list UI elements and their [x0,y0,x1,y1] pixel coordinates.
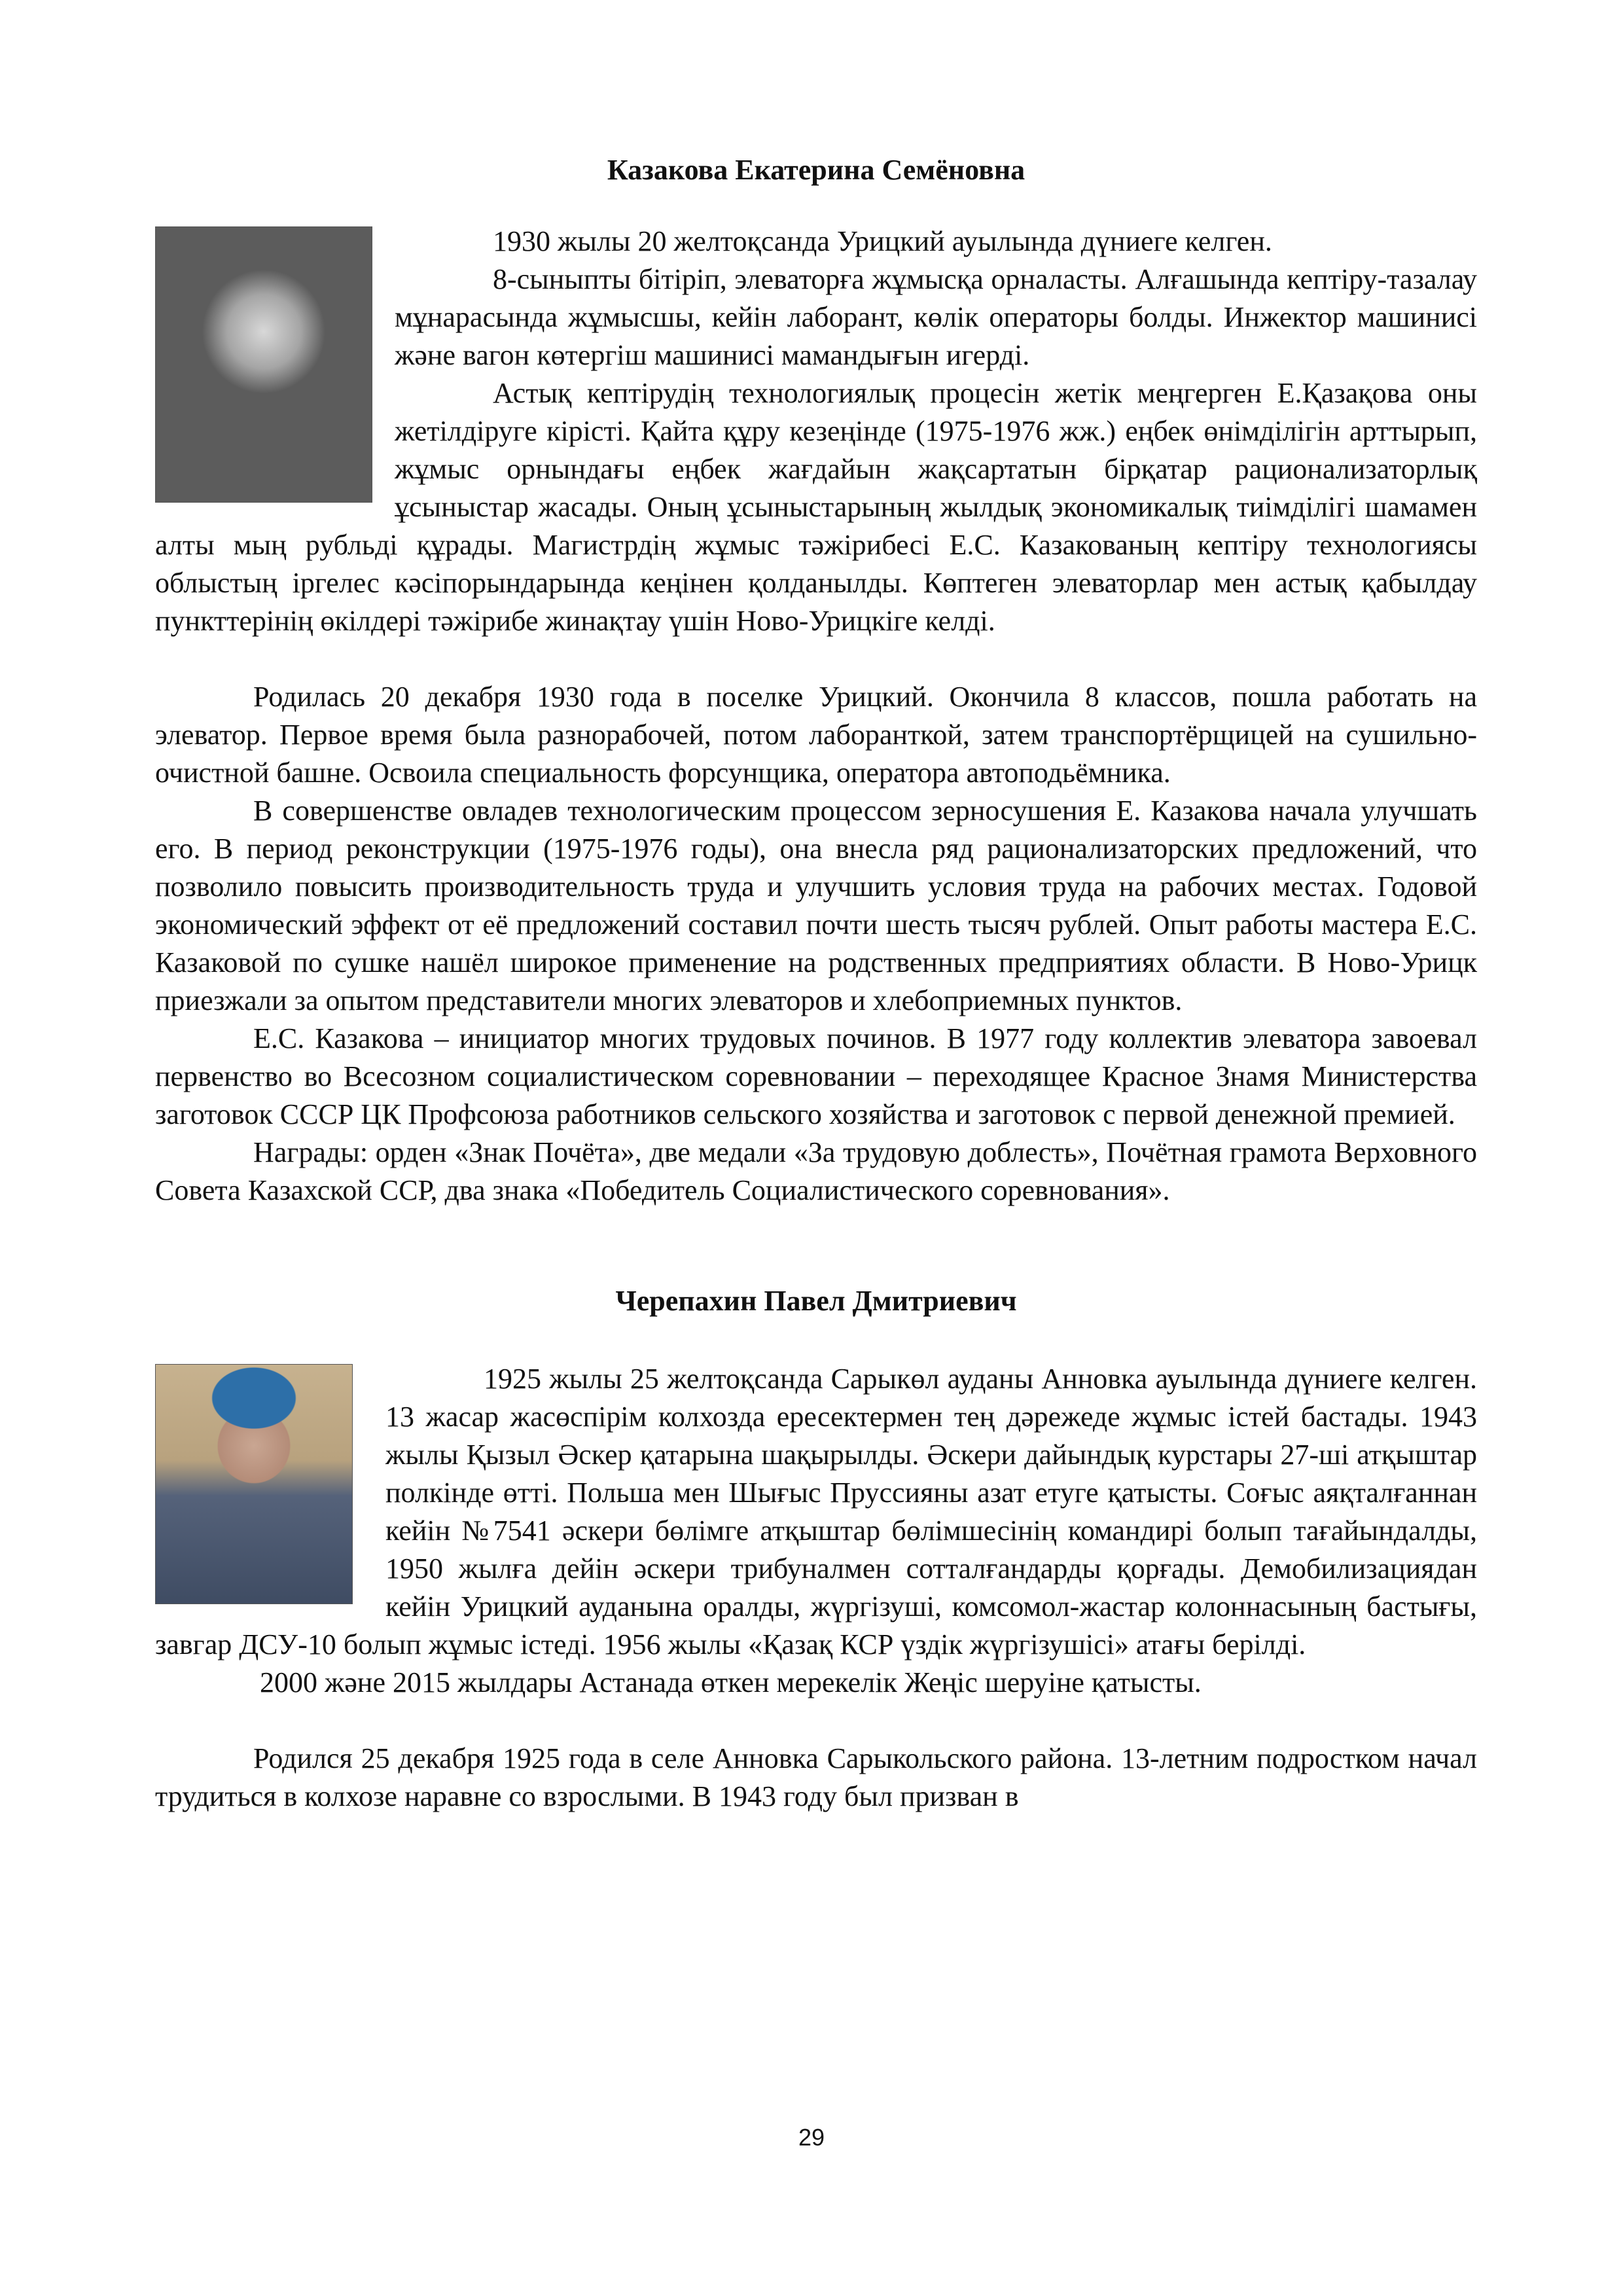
person2-kz-paragraph: 1925 жылы 25 желтоқсанда Сарыкөл ауданы Анновка ауылында дүниеге келген. 13 жасар жасөспірім колхозда ересектермен тең дәрежеде жұмыс істей бастады. 1943 жылы Қызыл Әскер қатарына шақырылды. Әскери дайындық курстары 27-ші атқыштар полкінде өтті. Польша мен Шығыс Пруссияны азат етуге қатысты. Соғыс аяқталғаннан кейін №7541 әскери бөлімге атқыштар бөлімшесінің командирі болып тағайындалды, 1950 жылға дейін әскери трибуналмен сотталғандарды қорғады. Демобилизациядан кейін Урицкий ауданына оралды, жүргізуші, комсомол-жастар колоннасының бастығы, завгар ДСУ-10 болып жұмыс істеді. 1956 жылы «Қазақ КСР үздік жүргізушісі» атағы берілді. [155,1363,1477,1660]
person2-kz-paragraph: 2000 және 2015 жылдары Астанада өткен мерекелік Жеңіс шеруіне қатысты. [260,1666,1202,1698]
page-content [155,151,1477,1816]
person1-name: Казакова Екатерина Семёновна [607,154,1026,186]
page-number: 29 [798,2124,825,2151]
person1-ru-paragraph: Е.С. Казакова – инициатор многих трудовых починов. В 1977 году коллектив элеватора завоевал первенство во Всесозном социалистическом соревновании – переходящее Красное Знамя Министерства заготовок СССР ЦК Профсоюза работников сельского хозяйства и заготовок с первой денежной премией. [155,1022,1477,1130]
person1-kz-paragraph: 1930 жылы 20 желтоқсанда Урицкий ауылында дүниеге келген. [493,225,1272,257]
person1-ru-paragraph: Родилась 20 декабря 1930 года в поселке Урицкий. Окончила 8 классов, пошла работать на элеватор. Первое время была разнорабочей, потом лаборанткой, затем транспортёрщицей на сушильно-очистной башне. Освоила специальность форсунщика, оператора автоподьёмника. [155,681,1477,789]
person2-name: Черепахин Павел Дмитриевич [615,1285,1017,1317]
person2-photo [155,1364,353,1604]
person1-ru-paragraph: В совершенстве овладев технологическим процессом зерносушения Е. Казакова начала улучшать его. В период реконструкции (1975-1976 годы), она внесла ряд рационализаторских предложений, что позволило повысить производительность труда и улучшить условия труда на рабочих местах. Годовой экономический эффект от её предложений составил почти шесть тысяч рублей. Опыт работы мастера Е.С. Казаковой по сушке нашёл широкое применение на родственных предприятиях области. В Ново-Урицк приезжали за опытом представители многих элеваторов и хлебоприемных пунктов. [155,795,1477,1016]
person1-kz-paragraph: Астық кептірудің технологиялық процесін жетік меңгерген Е.Қазақова оны жетілдіруге кірісті. Қайта құру кезеңінде (1975-1976 жж.) еңбек өнімділігін арттырып, жұмыс орнындағы еңбек жағдайын жақсартатын бірқатар рационализаторлық ұсыныстар жасады. Оның ұсыныстарының жылдық экономикалық тиімділігі шамамен алты мың рубльді құрады. Магистрдің жұмыс тәжірибесі Е.С. Казакованың кептіру технологиясы облыстың іргелес кәсіпорындарында кеңінен қолданылды. Көптеген элеваторлар мен астық қабылдау пункттерінің өкілдері тәжірибе жинақтау үшін Ново-Урицкіге келді. [155,377,1477,637]
person1-photo [155,226,372,503]
person1-ru-paragraph: Награды: орден «Знак Почёта», две медали «За трудовую доблесть», Почётная грамота Верховного Совета Казахской ССР, два знака «Победитель Социалистического соревнования». [155,1136,1477,1206]
person1-kz-paragraph: 8-сыныпты бітіріп, элеваторға жұмысқа орналасты. Алғашында кептіру-тазалау мұнарасында жұмысшы, кейін лаборант, көлік операторы болды. Инжектор машинисі және вагон көтергіш машинисі мамандығын игерді. [395,263,1477,371]
person2-ru-paragraph: Родился 25 декабря 1925 года в селе Анновка Сарыкольского района. 13-летним подростком начал трудиться в колхозе наравне со взрослыми. В 1943 году был призван в [155,1742,1477,1812]
